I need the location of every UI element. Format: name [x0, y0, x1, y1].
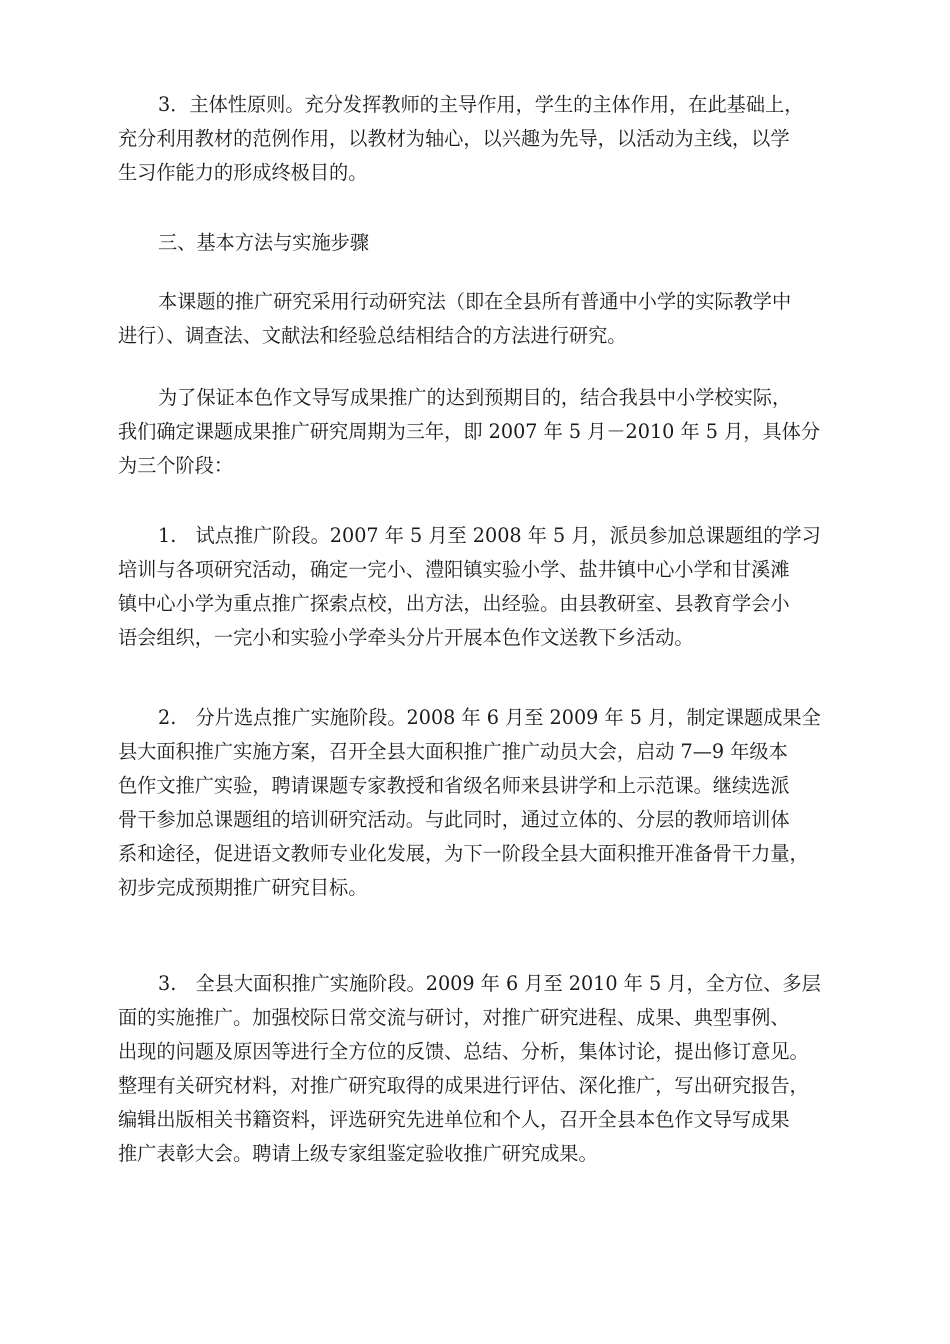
text-line: 初步完成预期推广研究目标。: [118, 876, 368, 899]
text-line: 3．主体性原则。充分发挥教师的主导作用，学生的主体作用，在此基础上，: [158, 93, 804, 116]
paragraph-method: [118, 285, 838, 353]
text-line: 本课题的推广研究采用行动研究法（即在全县所有普通中小学的实际教学中: [158, 290, 792, 313]
section-heading: [118, 226, 838, 260]
text-line: 培训与各项研究活动，确定一完小、澧阳镇实验小学、盐井镇中心小学和甘溪滩: [118, 558, 790, 581]
text-line: 语会组织，一完小和实验小学牵头分片开展本色作文送教下乡活动。: [118, 626, 694, 649]
text-line: 出现的问题及原因等进行全方位的反馈、总结、分析，集体讨论，提出修订意见。: [118, 1040, 809, 1063]
paragraph-principle-3: [118, 88, 838, 190]
text-line: 为三个阶段：: [118, 454, 234, 477]
text-line: 我们确定课题成果推广研究周期为三年，即 2007 年 5 月－2010 年 5 月，具体分: [118, 420, 821, 443]
text-line: 进行）、调查法、文献法和经验总结相结合的方法进行研究。: [118, 324, 627, 347]
text-line: 县大面积推广实施方案，召开全县大面积推广推广动员大会，启动 7—9 年级本: [118, 740, 788, 763]
paragraph-period: [118, 381, 838, 483]
heading-text: 三、基本方法与实施步骤: [158, 231, 370, 254]
text-line: 系和途径，促进语文教师专业化发展，为下一阶段全县大面积推开准备骨干力量，: [118, 842, 809, 865]
paragraph-stage-3: [118, 967, 838, 1171]
text-line: 2. 分片选点推广实施阶段。2008 年 6 月至 2009 年 5 月，制定课题成果全: [158, 706, 821, 729]
text-line: 充分利用教材的范例作用，以教材为轴心，以兴趣为先导，以活动为主线，以学: [118, 127, 790, 150]
text-line: 面的实施推广。加强校际日常交流与研讨，对推广研究进程、成果、典型事例、: [118, 1006, 790, 1029]
text-line: 为了保证本色作文导写成果推广的达到预期目的，结合我县中小学校实际，: [158, 386, 792, 409]
text-line: 整理有关研究材料，对推广研究取得的成果进行评估、深化推广，写出研究报告，: [118, 1074, 809, 1097]
text-line: 色作文推广实验，聘请课题专家教授和省级名师来县讲学和上示范课。继续选派: [118, 774, 790, 797]
paragraph-stage-1: [118, 519, 838, 655]
text-line: 1. 试点推广阶段。2007 年 5 月至 2008 年 5 月，派员参加总课题组的学习: [158, 524, 821, 547]
text-line: 3. 全县大面积推广实施阶段。2009 年 6 月至 2010 年 5 月，全方位、多层: [158, 972, 821, 995]
text-line: 推广表彰大会。聘请上级专家组鉴定验收推广研究成果。: [118, 1142, 598, 1165]
text-line: 镇中心小学为重点推广探索点校，出方法，出经验。由县教研室、县教育学会小: [118, 592, 790, 615]
text-line: 生习作能力的形成终极目的。: [118, 161, 368, 184]
paragraph-stage-2: [118, 701, 838, 905]
text-line: 编辑出版相关书籍资料，评选研究先进单位和个人，召开全县本色作文导写成果: [118, 1108, 790, 1131]
text-line: 骨干参加总课题组的培训研究活动。与此同时，通过立体的、分层的教师培训体: [118, 808, 790, 831]
